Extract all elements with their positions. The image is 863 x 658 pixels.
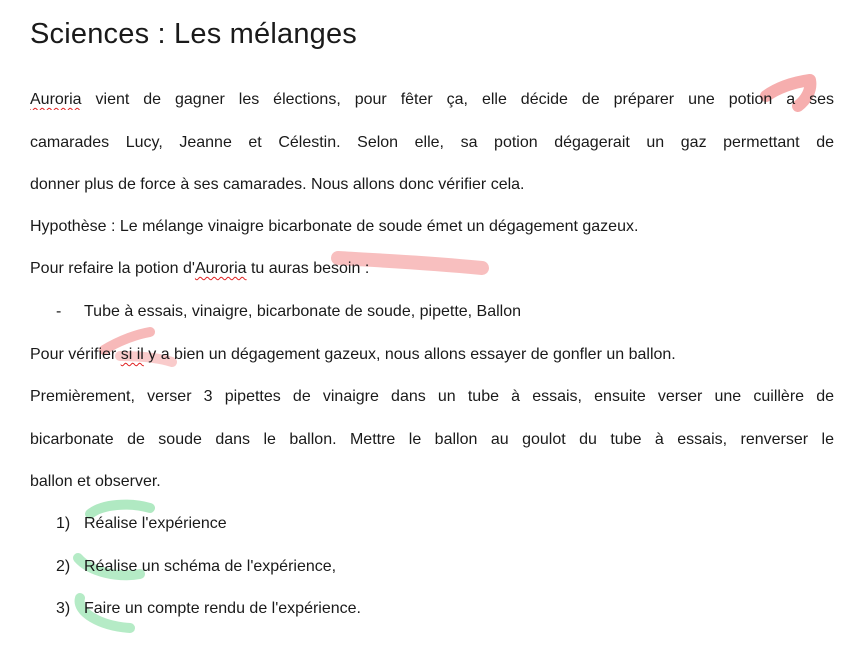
intro-line-1: Auroria vient de gagner les élections, pour fêter ça, elle décide de préparer une potion a ses [30,91,834,108]
task-number: 3) [56,600,71,617]
procedure-line-2: bicarbonate de soude dans le ballon. Mettre le ballon au goulot du tube à essais, renverser le [30,431,834,448]
misspelled-word[interactable]: Auroria [194,260,247,277]
page-title: Sciences : Les mélanges [30,18,357,50]
procedure-line-1: Premièrement, verser 3 pipettes de vinaigre dans un tube à essais, ensuite verser une cuillère de [30,388,834,405]
green-highlight-mark [90,505,150,514]
intro-line-2: camarades Lucy, Jeanne et Célestin. Selon elle, sa potion dégagerait un gaz permettant de [30,134,834,151]
verify-text: Pour vérifier si il y a bien un dégagement gazeux, nous allons essayer de gonfler un ballon. [30,346,676,363]
task-item: Réalise l'expérience [84,515,227,532]
misspelled-word[interactable]: Auroria [30,91,82,108]
task-number: 2) [56,558,71,575]
grammar-flagged-word[interactable]: si il [120,346,144,363]
hypothesis-text: Hypothèse : Le mélange vinaigre bicarbonate de soude émet un dégagement gazeux. [30,218,639,235]
materials-list-item: Tube à essais, vinaigre, bicarbonate de soude, pipette, Ballon [84,303,522,320]
task-item: Réalise un schéma de l'expérience, [84,558,337,575]
intro-line-3: donner plus de force à ses camarades. Nous allons donc vérifier cela. [30,176,525,193]
task-item: Faire un compte rendu de l'expérience. [84,600,361,617]
task-number: 1) [56,515,71,532]
list-bullet: - [56,303,62,320]
procedure-line-3: ballon et observer. [30,473,161,490]
materials-intro: Pour refaire la potion d'Auroria tu auras besoin : [30,260,370,277]
